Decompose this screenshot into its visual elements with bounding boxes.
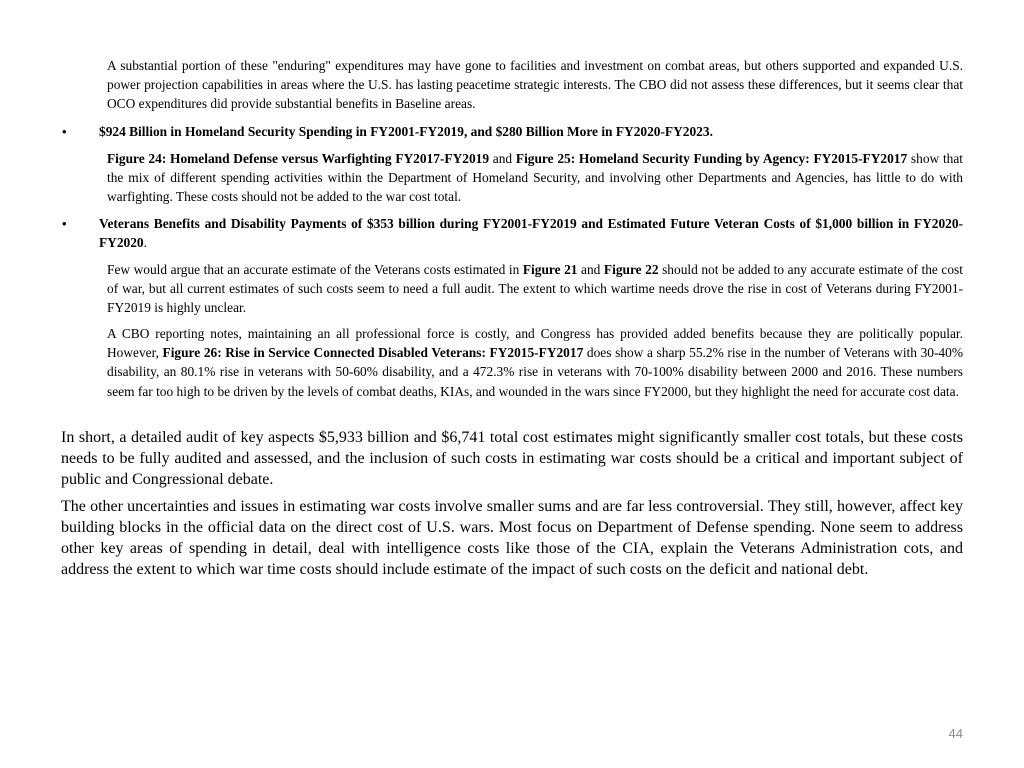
paragraph-text: A substantial portion of these "enduring" expenditures may have gone to facilities and investment on combat areas, but others supported and expanded U.S. power projection capabilities in areas where the U.S. has lasting peacetime strategic interests. The CBO did not assess these differences, but it seems clear that OCO expenditures did provide substantial benefits in Baseline areas.: [107, 58, 963, 112]
paragraph-cbo-reporting: [107, 324, 963, 401]
bullet-heading-period: .: [143, 235, 147, 251]
paragraph-enduring-expenditures: [107, 56, 963, 114]
paragraph-homeland-figures: [107, 149, 963, 207]
bullet-heading: $924 Billion in Homeland Security Spending in FY2001-FY2019, and $280 Billion More in FY2020-FY2023.: [99, 124, 713, 139]
paragraph-text: The other uncertainties and issues in estimating war costs involve smaller sums and are far less controversial. They still, however, affect key building blocks in the official data on the direct cost of U.S. wars. Most focus on Department of Defense spending. None seem to address other key areas of spending in detail, deal with intelligence costs like those of the CIA, explain the Veterans Administration cots, and address the extent to which war time costs should include estimate of the impact of such costs on the deficit and national debt.: [61, 498, 963, 578]
bullet-icon: •: [62, 216, 67, 231]
figure-24-reference: Figure 24: Homeland Defense versus Warfighting FY2017-FY2019: [107, 151, 490, 166]
paragraph-in-short: [61, 427, 963, 490]
paragraph-text: should not be added to any accurate estimate of the cost of war, but all current estimates of such costs seem to need a full audit. The extent to which wartime needs drove the rise in cost of Veterans during FY2001-FY2019 is highly unclear.: [107, 262, 963, 316]
paragraph-text: does show a sharp 55.2% rise in the number of Veterans with 30-40% disability, an 80.1% rise in veterans with 50-60% disability, and a 472.3% rise in veterans with 70-100% disability between 2000 and 2016. These numbers seem far too high to be driven by the levels of combat deaths, KIAs, and wounded in the wars since FY2000, but they highlight the need for accurate cost data.: [107, 345, 963, 399]
conjunction-text: and: [577, 262, 604, 277]
paragraph-text: A CBO reporting notes, maintaining an all professional force is costly, and Congress has provided added benefits because they are politically popular. However,: [107, 326, 963, 361]
paragraph-veterans-costs: [107, 260, 963, 318]
page-number: 44: [948, 726, 963, 741]
figure-25-reference: Figure 25: Homeland Security Funding by Agency: FY2015-FY2017: [515, 151, 908, 166]
figure-26-reference: Figure 26: Rise in Service Connected Disabled Veterans: FY2015-FY2017: [162, 345, 584, 361]
paragraph-text: Few would argue that an accurate estimate of the Veterans costs estimated in: [107, 262, 523, 277]
figure-22-reference: Figure 22: [603, 262, 659, 277]
bullet-icon: •: [62, 124, 67, 139]
bullet-heading: [99, 214, 963, 252]
paragraph-text: show that the mix of different spending activities within the Department of Homeland Security, and involving other Departments and Agencies, has little to do with warfighting. These costs should not be added to the war cost total.: [107, 151, 964, 205]
paragraph-other-uncertainties: [61, 496, 963, 580]
paragraph-text: In short, a detailed audit of key aspects $5,933 billion and $6,741 total cost estimates might significantly smaller cost totals, but these costs needs to be fully audited and assessed, and the inclusion of such costs in estimating war costs should be a critical and important subject of public and Congressional debate.: [61, 429, 963, 488]
conjunction-text: and: [489, 151, 516, 166]
bullet-heading-text: Veterans Benefits and Disability Payments of $353 billion during FY2001-FY2019 and Estimated Future Veteran Costs of $1,000 billion in FY2020-FY2020: [99, 216, 963, 251]
figure-21-reference: Figure 21: [522, 262, 578, 277]
